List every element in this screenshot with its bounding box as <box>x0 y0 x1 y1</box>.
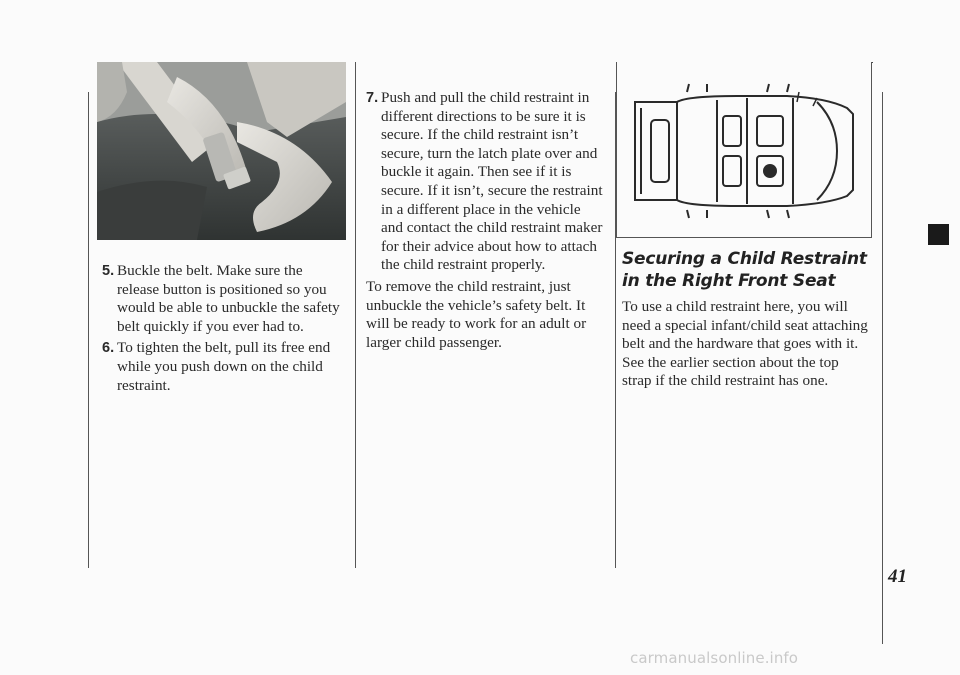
step-6 <box>102 339 344 395</box>
page-number: 41 <box>888 566 907 587</box>
right-column <box>622 248 870 394</box>
section-tab-marker <box>928 224 949 245</box>
section-heading: Securing a Child Restraint in the Right Front Seat <box>622 249 867 291</box>
footer-watermark: carmanualsonline.info <box>630 649 799 667</box>
step-7 <box>366 89 606 275</box>
left-column <box>102 262 344 395</box>
left-column-rule <box>88 92 89 568</box>
step-text: To tighten the belt, pull its free end while you push down on the child restraint. <box>117 339 331 394</box>
step-text: Push and pull the child restraint in different directions to be sure it is secure. If the child restraint isn’t secure, turn the latch plate over and buckle it again. Then see if it is secure. If it isn’t, secure the restraint in a different place in the vehicle and contact the child restraint maker for their advice about how to attach the child restraint properly. <box>381 89 603 274</box>
step-number: 6. <box>102 340 115 357</box>
step-number: 7. <box>366 90 379 106</box>
step-text: Buckle the belt. Make sure the release button is positioned so you would be able to unbuckle the safety belt quickly if you ever had to. <box>117 262 340 335</box>
step-number: 5. <box>102 263 115 279</box>
remove-restraint-paragraph: To remove the child restraint, just unbuckle the vehicle’s safety belt. It will be ready to work for an adult or larger child passenger. <box>366 277 587 351</box>
right-front-seat-paragraph: To use a child restraint here, you will need a special infant/child seat attaching belt and the hardware that goes with it. See the earlier section about the top strap if the child restraint has one. <box>622 298 868 390</box>
middle-column-rule <box>355 62 356 568</box>
page-edge-rule <box>882 92 883 644</box>
seat-belt-photo <box>97 62 346 240</box>
step-5 <box>102 262 344 336</box>
middle-column <box>366 89 606 355</box>
vehicle-top-view-diagram <box>616 62 872 238</box>
